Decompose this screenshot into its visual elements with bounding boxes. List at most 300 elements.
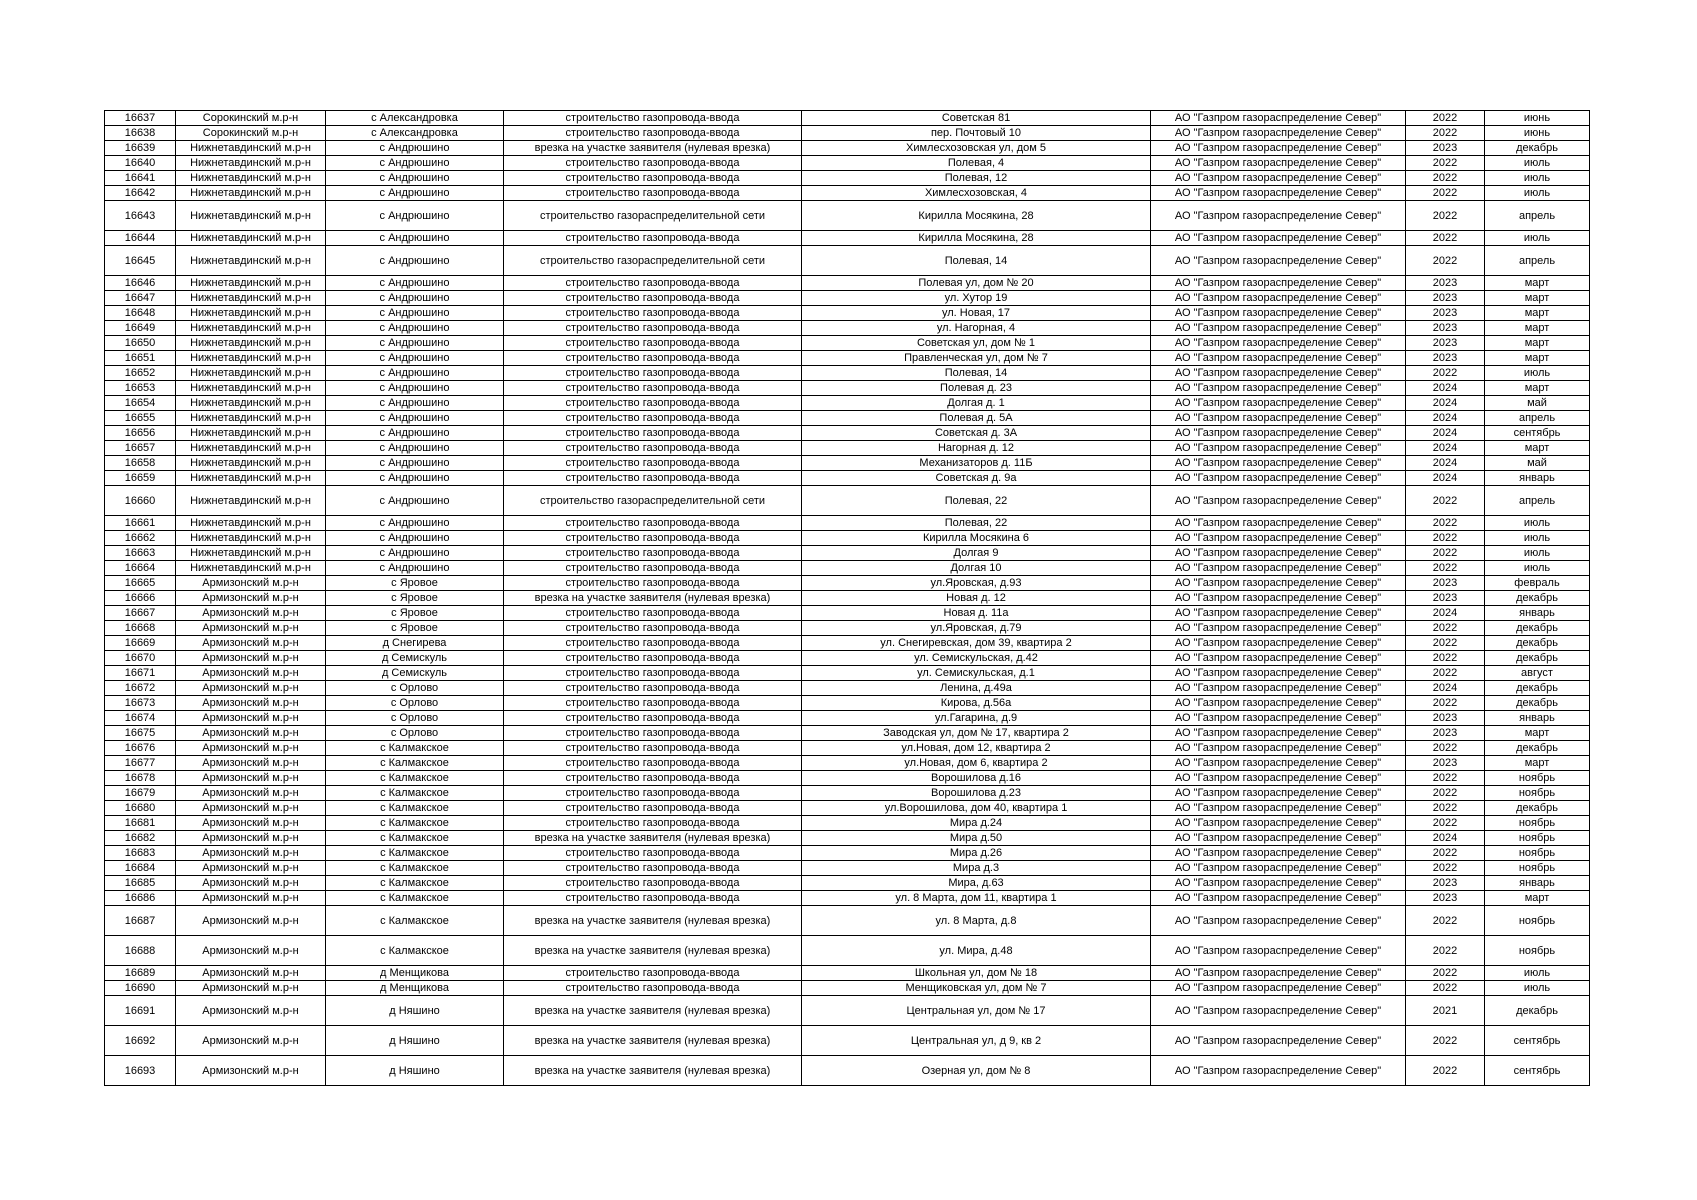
table-row <box>105 306 1590 321</box>
cell-district: Нижнетавдинский м.р-н <box>176 321 326 336</box>
cell-org: АО "Газпром газораспределение Север" <box>1151 171 1406 186</box>
cell-work: строительство газопровода-ввода <box>504 666 802 681</box>
cell-org: АО "Газпром газораспределение Север" <box>1151 606 1406 621</box>
table-row <box>105 441 1590 456</box>
cell-org: АО "Газпром газораспределение Север" <box>1151 561 1406 576</box>
cell-org: АО "Газпром газораспределение Север" <box>1151 411 1406 426</box>
cell-org: АО "Газпром газораспределение Север" <box>1151 801 1406 816</box>
cell-work: строительство газопровода-ввода <box>504 381 802 396</box>
cell-num: 16658 <box>105 456 176 471</box>
cell-district: Армизонский м.р-н <box>176 876 326 891</box>
cell-num: 16688 <box>105 936 176 966</box>
cell-num: 16669 <box>105 636 176 651</box>
cell-district: Нижнетавдинский м.р-н <box>176 366 326 381</box>
cell-address: Новая д. 12 <box>802 591 1151 606</box>
cell-district: Нижнетавдинский м.р-н <box>176 201 326 231</box>
table-row <box>105 726 1590 741</box>
cell-locality: д Менщикова <box>326 966 504 981</box>
cell-address: ул.Новая, дом 6, квартира 2 <box>802 756 1151 771</box>
cell-month: июль <box>1485 186 1590 201</box>
cell-district: Сорокинский м.р-н <box>176 126 326 141</box>
table-row <box>105 171 1590 186</box>
cell-locality: д Семискуль <box>326 651 504 666</box>
cell-district: Армизонский м.р-н <box>176 1026 326 1056</box>
cell-year: 2022 <box>1406 201 1485 231</box>
cell-num: 16682 <box>105 831 176 846</box>
cell-district: Нижнетавдинский м.р-н <box>176 291 326 306</box>
cell-address: Полевая д. 23 <box>802 381 1151 396</box>
cell-work: строительство газопровода-ввода <box>504 801 802 816</box>
table-row <box>105 711 1590 726</box>
cell-work: строительство газопровода-ввода <box>504 156 802 171</box>
cell-district: Нижнетавдинский м.р-н <box>176 441 326 456</box>
cell-work: строительство газопровода-ввода <box>504 576 802 591</box>
cell-month: ноябрь <box>1485 936 1590 966</box>
cell-num: 16683 <box>105 846 176 861</box>
cell-month: декабрь <box>1485 741 1590 756</box>
cell-year: 2022 <box>1406 696 1485 711</box>
cell-locality: с Александровка <box>326 111 504 126</box>
cell-org: АО "Газпром газораспределение Север" <box>1151 471 1406 486</box>
cell-org: АО "Газпром газораспределение Север" <box>1151 186 1406 201</box>
cell-work: врезка на участке заявителя (нулевая врезка) <box>504 936 802 966</box>
cell-month: июль <box>1485 231 1590 246</box>
cell-locality: с Орлово <box>326 681 504 696</box>
table-row <box>105 276 1590 291</box>
cell-num: 16681 <box>105 816 176 831</box>
cell-year: 2023 <box>1406 876 1485 891</box>
cell-district: Сорокинский м.р-н <box>176 111 326 126</box>
table-row <box>105 381 1590 396</box>
cell-month: ноябрь <box>1485 846 1590 861</box>
cell-num: 16659 <box>105 471 176 486</box>
table-row <box>105 561 1590 576</box>
cell-work: строительство газопровода-ввода <box>504 171 802 186</box>
cell-address: Заводская ул, дом № 17, квартира 2 <box>802 726 1151 741</box>
cell-district: Армизонский м.р-н <box>176 846 326 861</box>
cell-org: АО "Газпром газораспределение Север" <box>1151 621 1406 636</box>
cell-work: строительство газопровода-ввода <box>504 321 802 336</box>
cell-district: Армизонский м.р-н <box>176 621 326 636</box>
cell-work: строительство газопровода-ввода <box>504 231 802 246</box>
cell-org: АО "Газпром газораспределение Север" <box>1151 741 1406 756</box>
cell-year: 2022 <box>1406 531 1485 546</box>
cell-year: 2022 <box>1406 801 1485 816</box>
cell-district: Нижнетавдинский м.р-н <box>176 351 326 366</box>
cell-work: строительство газопровода-ввода <box>504 756 802 771</box>
table-row <box>105 186 1590 201</box>
cell-year: 2022 <box>1406 111 1485 126</box>
cell-address: Полевая, 14 <box>802 366 1151 381</box>
cell-num: 16644 <box>105 231 176 246</box>
cell-address: Кирова, д.56а <box>802 696 1151 711</box>
cell-address: ул. Мира, д.48 <box>802 936 1151 966</box>
cell-org: АО "Газпром газораспределение Север" <box>1151 711 1406 726</box>
cell-year: 2022 <box>1406 486 1485 516</box>
cell-district: Армизонский м.р-н <box>176 771 326 786</box>
cell-month: март <box>1485 336 1590 351</box>
cell-address: Правленческая ул, дом № 7 <box>802 351 1151 366</box>
cell-locality: с Калмакское <box>326 771 504 786</box>
cell-address: ул. Новая, 17 <box>802 306 1151 321</box>
cell-locality: с Андрюшино <box>326 426 504 441</box>
table-row <box>105 126 1590 141</box>
cell-locality: с Калмакское <box>326 861 504 876</box>
cell-org: АО "Газпром газораспределение Север" <box>1151 1056 1406 1086</box>
cell-locality: с Калмакское <box>326 936 504 966</box>
cell-district: Армизонский м.р-н <box>176 651 326 666</box>
cell-work: строительство газопровода-ввода <box>504 426 802 441</box>
table-row <box>105 471 1590 486</box>
table-row <box>105 636 1590 651</box>
cell-year: 2022 <box>1406 861 1485 876</box>
cell-year: 2022 <box>1406 636 1485 651</box>
cell-locality: с Андрюшино <box>326 546 504 561</box>
cell-month: июль <box>1485 366 1590 381</box>
cell-org: АО "Газпром газораспределение Север" <box>1151 141 1406 156</box>
cell-district: Нижнетавдинский м.р-н <box>176 561 326 576</box>
cell-month: март <box>1485 891 1590 906</box>
cell-locality: с Андрюшино <box>326 456 504 471</box>
cell-locality: с Андрюшино <box>326 471 504 486</box>
cell-num: 16684 <box>105 861 176 876</box>
cell-month: июнь <box>1485 126 1590 141</box>
cell-num: 16674 <box>105 711 176 726</box>
cell-address: Мира д.26 <box>802 846 1151 861</box>
cell-year: 2022 <box>1406 816 1485 831</box>
cell-address: Нагорная д. 12 <box>802 441 1151 456</box>
cell-work: строительство газопровода-ввода <box>504 771 802 786</box>
cell-year: 2022 <box>1406 621 1485 636</box>
cell-num: 16663 <box>105 546 176 561</box>
cell-org: АО "Газпром газораспределение Север" <box>1151 1026 1406 1056</box>
cell-num: 16676 <box>105 741 176 756</box>
cell-org: АО "Газпром газораспределение Север" <box>1151 381 1406 396</box>
cell-district: Армизонский м.р-н <box>176 696 326 711</box>
table-row <box>105 681 1590 696</box>
cell-work: строительство газопровода-ввода <box>504 711 802 726</box>
cell-locality: с Андрюшино <box>326 276 504 291</box>
cell-month: март <box>1485 321 1590 336</box>
cell-address: Школьная ул, дом № 18 <box>802 966 1151 981</box>
cell-district: Нижнетавдинский м.р-н <box>176 231 326 246</box>
cell-locality: с Калмакское <box>326 846 504 861</box>
cell-month: июль <box>1485 156 1590 171</box>
cell-work: строительство газопровода-ввода <box>504 981 802 996</box>
cell-month: март <box>1485 276 1590 291</box>
cell-locality: с Калмакское <box>326 876 504 891</box>
cell-month: июль <box>1485 516 1590 531</box>
cell-year: 2022 <box>1406 1056 1485 1086</box>
cell-district: Армизонский м.р-н <box>176 756 326 771</box>
cell-month: декабрь <box>1485 801 1590 816</box>
table-row <box>105 531 1590 546</box>
table-row <box>105 816 1590 831</box>
cell-district: Армизонский м.р-н <box>176 726 326 741</box>
cell-num: 16691 <box>105 996 176 1026</box>
cell-month: ноябрь <box>1485 831 1590 846</box>
cell-num: 16648 <box>105 306 176 321</box>
cell-district: Нижнетавдинский м.р-н <box>176 276 326 291</box>
cell-work: строительство газопровода-ввода <box>504 471 802 486</box>
cell-locality: с Орлово <box>326 696 504 711</box>
cell-year: 2024 <box>1406 606 1485 621</box>
cell-district: Армизонский м.р-н <box>176 666 326 681</box>
cell-work: строительство газопровода-ввода <box>504 846 802 861</box>
cell-num: 16671 <box>105 666 176 681</box>
cell-address: Механизаторов д. 11Б <box>802 456 1151 471</box>
cell-locality: с Калмакское <box>326 801 504 816</box>
cell-num: 16689 <box>105 966 176 981</box>
cell-work: врезка на участке заявителя (нулевая врезка) <box>504 1026 802 1056</box>
cell-district: Армизонский м.р-н <box>176 711 326 726</box>
table-row <box>105 876 1590 891</box>
cell-year: 2024 <box>1406 471 1485 486</box>
cell-locality: с Андрюшино <box>326 396 504 411</box>
cell-num: 16680 <box>105 801 176 816</box>
table-row <box>105 786 1590 801</box>
cell-month: сентябрь <box>1485 426 1590 441</box>
cell-year: 2021 <box>1406 996 1485 1026</box>
cell-address: Ворошилова д.16 <box>802 771 1151 786</box>
cell-org: АО "Газпром газораспределение Север" <box>1151 321 1406 336</box>
cell-year: 2022 <box>1406 561 1485 576</box>
cell-num: 16656 <box>105 426 176 441</box>
cell-address: ул. Семискульская, д.1 <box>802 666 1151 681</box>
cell-month: март <box>1485 381 1590 396</box>
cell-month: май <box>1485 456 1590 471</box>
cell-year: 2022 <box>1406 981 1485 996</box>
table-row <box>105 591 1590 606</box>
cell-address: Кирилла Мосякина, 28 <box>802 201 1151 231</box>
cell-org: АО "Газпром газораспределение Север" <box>1151 486 1406 516</box>
cell-address: Советская д. 9а <box>802 471 1151 486</box>
cell-org: АО "Газпром газораспределение Север" <box>1151 891 1406 906</box>
cell-address: Полевая, 22 <box>802 486 1151 516</box>
cell-locality: д Няшино <box>326 1026 504 1056</box>
cell-num: 16661 <box>105 516 176 531</box>
cell-address: Долгая д. 1 <box>802 396 1151 411</box>
cell-address: Советская д. 3А <box>802 426 1151 441</box>
cell-address: Кирилла Мосякина 6 <box>802 531 1151 546</box>
cell-month: ноябрь <box>1485 861 1590 876</box>
cell-num: 16672 <box>105 681 176 696</box>
cell-district: Армизонский м.р-н <box>176 1056 326 1086</box>
cell-year: 2023 <box>1406 576 1485 591</box>
cell-month: январь <box>1485 876 1590 891</box>
cell-year: 2024 <box>1406 396 1485 411</box>
cell-work: строительство газопровода-ввода <box>504 396 802 411</box>
cell-org: АО "Газпром газораспределение Север" <box>1151 981 1406 996</box>
cell-year: 2022 <box>1406 741 1485 756</box>
cell-address: Полевая, 14 <box>802 246 1151 276</box>
cell-work: врезка на участке заявителя (нулевая врезка) <box>504 996 802 1026</box>
cell-month: январь <box>1485 606 1590 621</box>
cell-month: март <box>1485 351 1590 366</box>
cell-locality: с Андрюшино <box>326 486 504 516</box>
table-row <box>105 426 1590 441</box>
cell-locality: с Андрюшино <box>326 201 504 231</box>
cell-month: июль <box>1485 561 1590 576</box>
cell-district: Нижнетавдинский м.р-н <box>176 516 326 531</box>
table-row <box>105 111 1590 126</box>
cell-num: 16675 <box>105 726 176 741</box>
cell-locality: с Александровка <box>326 126 504 141</box>
cell-month: декабрь <box>1485 651 1590 666</box>
cell-address: ул. 8 Марта, д.8 <box>802 906 1151 936</box>
cell-year: 2024 <box>1406 441 1485 456</box>
cell-address: Центральная ул, дом № 17 <box>802 996 1151 1026</box>
cell-locality: с Орлово <box>326 711 504 726</box>
cell-work: строительство газопровода-ввода <box>504 621 802 636</box>
cell-month: ноябрь <box>1485 816 1590 831</box>
cell-address: Новая д. 11а <box>802 606 1151 621</box>
cell-locality: с Андрюшино <box>326 291 504 306</box>
cell-address: ул.Новая, дом 12, квартира 2 <box>802 741 1151 756</box>
cell-org: АО "Газпром газораспределение Север" <box>1151 336 1406 351</box>
cell-address: Мира д.24 <box>802 816 1151 831</box>
cell-num: 16640 <box>105 156 176 171</box>
cell-num: 16677 <box>105 756 176 771</box>
cell-work: строительство газопровода-ввода <box>504 366 802 381</box>
cell-work: строительство газопровода-ввода <box>504 291 802 306</box>
cell-locality: с Андрюшино <box>326 171 504 186</box>
cell-month: декабрь <box>1485 621 1590 636</box>
cell-org: АО "Газпром газораспределение Север" <box>1151 756 1406 771</box>
cell-locality: с Андрюшино <box>326 411 504 426</box>
cell-month: декабрь <box>1485 996 1590 1026</box>
cell-address: Полевая, 22 <box>802 516 1151 531</box>
cell-work: строительство газопровода-ввода <box>504 681 802 696</box>
cell-district: Нижнетавдинский м.р-н <box>176 426 326 441</box>
cell-address: Долгая 10 <box>802 561 1151 576</box>
cell-num: 16638 <box>105 126 176 141</box>
cell-num: 16666 <box>105 591 176 606</box>
cell-num: 16660 <box>105 486 176 516</box>
table-body <box>105 111 1590 1086</box>
cell-district: Нижнетавдинский м.р-н <box>176 411 326 426</box>
cell-month: ноябрь <box>1485 786 1590 801</box>
cell-district: Нижнетавдинский м.р-н <box>176 456 326 471</box>
cell-work: врезка на участке заявителя (нулевая врезка) <box>504 906 802 936</box>
cell-num: 16637 <box>105 111 176 126</box>
table-row <box>105 1026 1590 1056</box>
cell-month: март <box>1485 756 1590 771</box>
cell-month: июль <box>1485 966 1590 981</box>
cell-month: декабрь <box>1485 636 1590 651</box>
cell-org: АО "Газпром газораспределение Север" <box>1151 291 1406 306</box>
cell-work: строительство газопровода-ввода <box>504 516 802 531</box>
cell-num: 16693 <box>105 1056 176 1086</box>
cell-year: 2023 <box>1406 756 1485 771</box>
cell-org: АО "Газпром газораспределение Север" <box>1151 576 1406 591</box>
cell-district: Армизонский м.р-н <box>176 681 326 696</box>
cell-district: Армизонский м.р-н <box>176 906 326 936</box>
cell-district: Нижнетавдинский м.р-н <box>176 486 326 516</box>
cell-locality: с Калмакское <box>326 741 504 756</box>
cell-num: 16649 <box>105 321 176 336</box>
cell-year: 2023 <box>1406 351 1485 366</box>
table-row <box>105 201 1590 231</box>
table-row <box>105 231 1590 246</box>
cell-locality: с Андрюшино <box>326 321 504 336</box>
cell-year: 2022 <box>1406 231 1485 246</box>
cell-district: Нижнетавдинский м.р-н <box>176 306 326 321</box>
cell-num: 16692 <box>105 1026 176 1056</box>
cell-locality: с Калмакское <box>326 786 504 801</box>
cell-org: АО "Газпром газораспределение Север" <box>1151 651 1406 666</box>
table-row <box>105 351 1590 366</box>
table-row <box>105 411 1590 426</box>
table-row <box>105 741 1590 756</box>
table-row <box>105 891 1590 906</box>
cell-address: Полевая д. 5А <box>802 411 1151 426</box>
table-row <box>105 831 1590 846</box>
cell-address: Мира д.50 <box>802 831 1151 846</box>
cell-year: 2022 <box>1406 246 1485 276</box>
cell-num: 16654 <box>105 396 176 411</box>
cell-work: строительство газораспределительной сети <box>504 201 802 231</box>
cell-month: март <box>1485 726 1590 741</box>
cell-work: строительство газопровода-ввода <box>504 891 802 906</box>
cell-year: 2023 <box>1406 321 1485 336</box>
cell-locality: с Орлово <box>326 726 504 741</box>
cell-org: АО "Газпром газораспределение Север" <box>1151 771 1406 786</box>
cell-org: АО "Газпром газораспределение Север" <box>1151 846 1406 861</box>
cell-month: июль <box>1485 531 1590 546</box>
table-row <box>105 696 1590 711</box>
cell-work: врезка на участке заявителя (нулевая врезка) <box>504 591 802 606</box>
cell-district: Армизонский м.р-н <box>176 861 326 876</box>
cell-num: 16642 <box>105 186 176 201</box>
cell-num: 16678 <box>105 771 176 786</box>
cell-district: Армизонский м.р-н <box>176 636 326 651</box>
cell-year: 2023 <box>1406 306 1485 321</box>
cell-district: Армизонский м.р-н <box>176 576 326 591</box>
cell-locality: с Андрюшино <box>326 516 504 531</box>
cell-org: АО "Газпром газораспределение Север" <box>1151 396 1406 411</box>
table-row <box>105 666 1590 681</box>
table-row <box>105 651 1590 666</box>
cell-work: строительство газопровода-ввода <box>504 786 802 801</box>
cell-num: 16650 <box>105 336 176 351</box>
cell-month: март <box>1485 291 1590 306</box>
cell-num: 16685 <box>105 876 176 891</box>
cell-year: 2023 <box>1406 336 1485 351</box>
cell-work: строительство газопровода-ввода <box>504 966 802 981</box>
cell-year: 2022 <box>1406 156 1485 171</box>
cell-org: АО "Газпром газораспределение Север" <box>1151 246 1406 276</box>
cell-work: строительство газораспределительной сети <box>504 486 802 516</box>
cell-work: строительство газопровода-ввода <box>504 126 802 141</box>
cell-year: 2023 <box>1406 591 1485 606</box>
cell-locality: с Яровое <box>326 576 504 591</box>
cell-org: АО "Газпром газораспределение Север" <box>1151 906 1406 936</box>
cell-month: март <box>1485 306 1590 321</box>
cell-org: АО "Газпром газораспределение Север" <box>1151 786 1406 801</box>
cell-org: АО "Газпром газораспределение Север" <box>1151 111 1406 126</box>
cell-org: АО "Газпром газораспределение Север" <box>1151 861 1406 876</box>
cell-locality: с Андрюшино <box>326 441 504 456</box>
cell-org: АО "Газпром газораспределение Север" <box>1151 876 1406 891</box>
table-row <box>105 756 1590 771</box>
cell-address: Полевая, 4 <box>802 156 1151 171</box>
cell-locality: с Андрюшино <box>326 351 504 366</box>
cell-work: врезка на участке заявителя (нулевая врезка) <box>504 831 802 846</box>
table-row <box>105 366 1590 381</box>
cell-locality: с Яровое <box>326 606 504 621</box>
table-row <box>105 966 1590 981</box>
